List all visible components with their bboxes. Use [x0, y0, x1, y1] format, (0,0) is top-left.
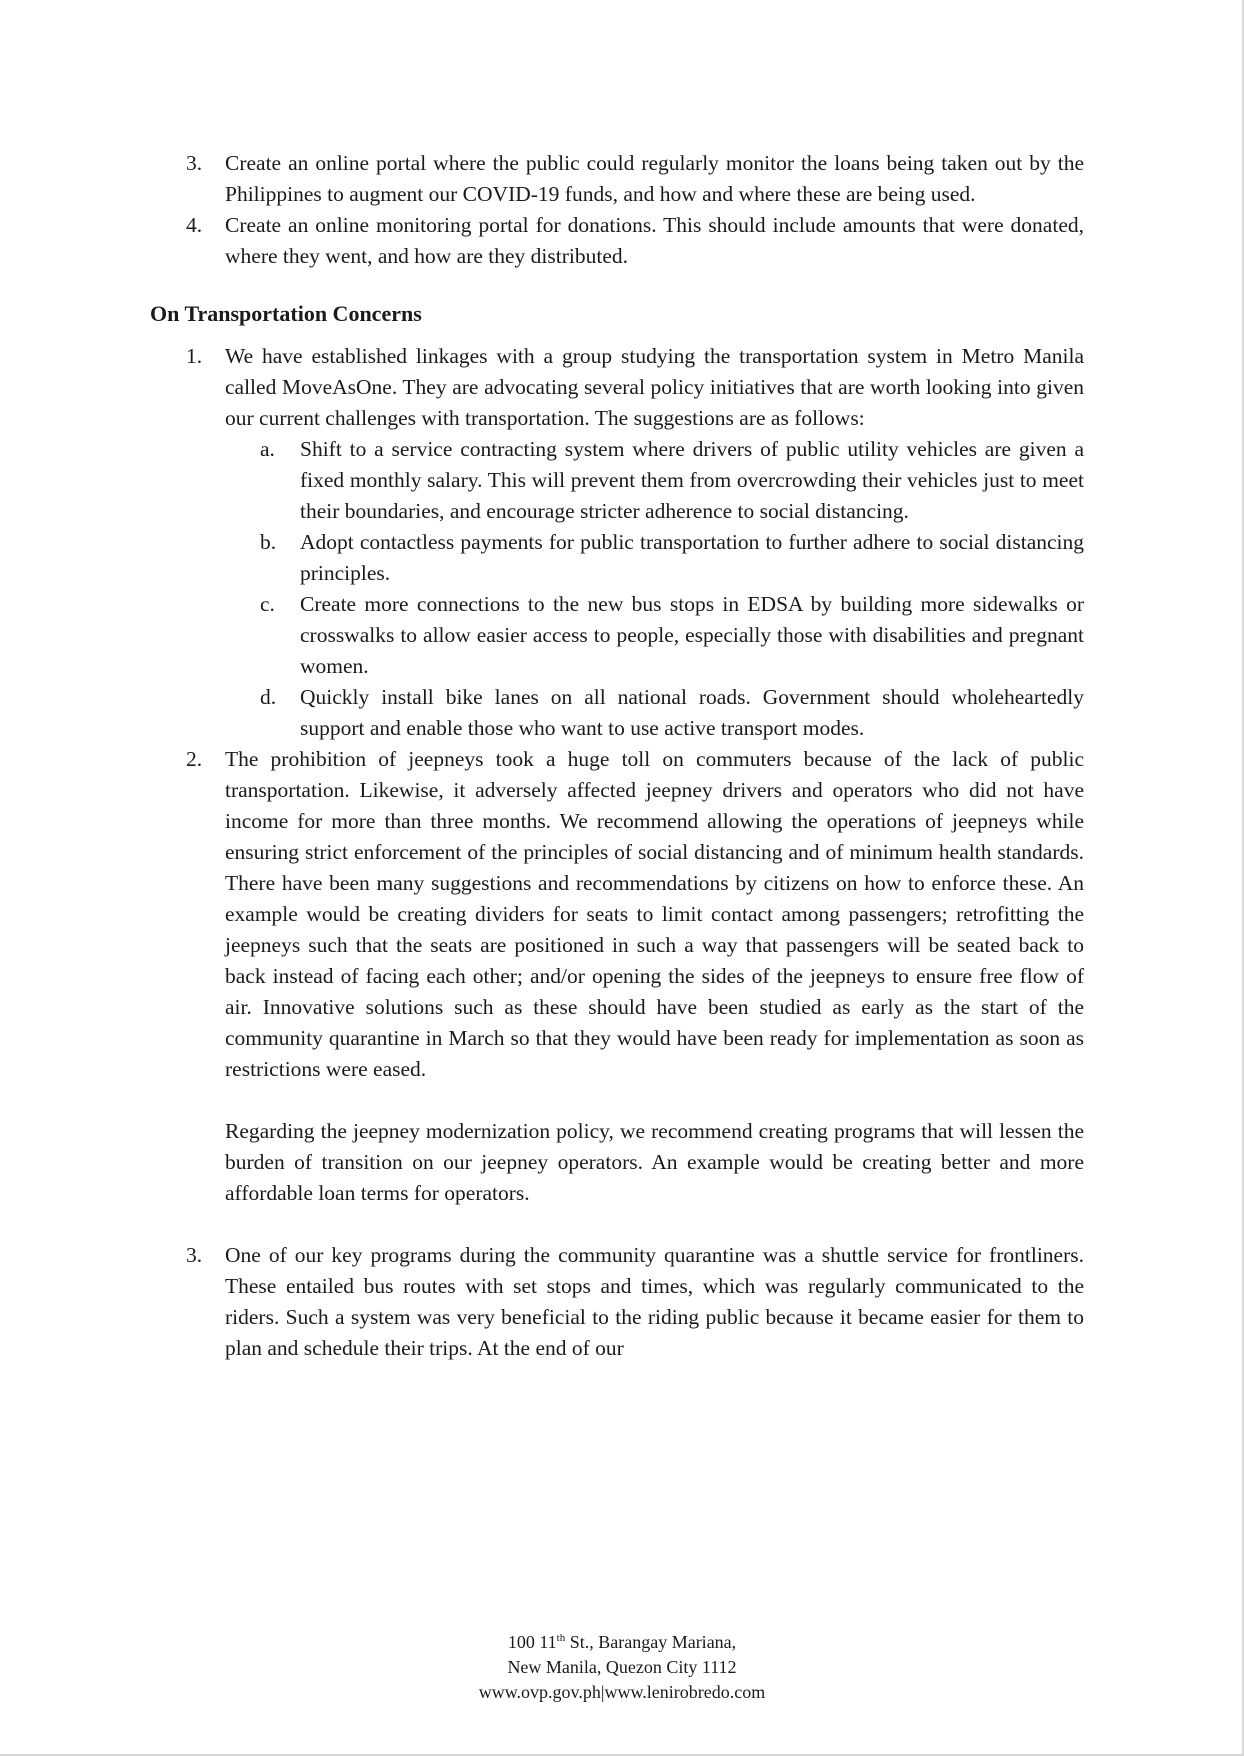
footer-websites: www.ovp.gov.ph|www.lenirobredo.com	[478, 1682, 766, 1702]
sublist-item-letter: b.	[260, 530, 277, 554]
list-item-paragraph: Regarding the jeepney modernization policy, we recommend creating programs that will lessen the burden of transition on our jeepney operators. An example would be creating better and more affordable loan terms for operators.	[225, 1119, 1084, 1205]
sublist-item	[150, 589, 1084, 682]
footer-address-sup: th	[556, 1632, 566, 1644]
list-item	[150, 744, 1084, 1209]
footer-address-suffix: St., Barangay Mariana,	[565, 1632, 737, 1652]
sublist-item-text: Adopt contactless payments for public transportation to further adhere to social distancing principles.	[300, 530, 1084, 585]
sublist-item	[150, 527, 1084, 589]
list-item	[150, 148, 1084, 210]
list-item-text: One of our key programs during the community quarantine was a shuttle service for frontliners. These entailed bus routes with set stops and times, which was regularly communicated to the riders. Such a system was very beneficial to the riding public because it became easier for them to plan and schedule their trips. At the end of our	[225, 1243, 1084, 1360]
list-item	[150, 1240, 1084, 1364]
list-item	[150, 210, 1084, 272]
sublist-item	[150, 682, 1084, 744]
sublist-item-text: Quickly install bike lanes on all national roads. Government should wholeheartedly support and enable those who want to use active transport modes.	[300, 685, 1084, 740]
spacer	[150, 1209, 1084, 1240]
list-item-text: We have established linkages with a group studying the transportation system in Metro Manila called MoveAsOne. They are advocating several policy initiatives that are worth looking into given our current challenges with transportation. The suggestions are as follows:	[225, 344, 1084, 430]
footer-city: New Manila, Quezon City 1112	[507, 1657, 737, 1677]
document-body	[150, 148, 1084, 1364]
sublist-item-letter: a.	[260, 437, 275, 461]
list-item-number: 2.	[186, 747, 203, 771]
spacer	[150, 272, 1084, 298]
footer-address-prefix: 100 11	[507, 1632, 557, 1652]
sublist-item-letter: c.	[260, 592, 275, 616]
list-item-number: 3.	[186, 1243, 203, 1267]
footer-address	[0, 1630, 1244, 1655]
list-item-number: 3.	[186, 151, 203, 175]
list-item-number: 4.	[186, 213, 203, 237]
spacer	[225, 1085, 1084, 1116]
sublist-item-text: Create more connections to the new bus stops in EDSA by building more sidewalks or crosswalks to allow easier access to people, especially those with disabilities and pregnant women.	[300, 592, 1084, 678]
list-item-text: Create an online portal where the public could regularly monitor the loans being taken out by the Philippines to augment our COVID-19 funds, and how and where these are being used.	[225, 151, 1084, 206]
list-item-text: The prohibition of jeepneys took a huge toll on commuters because of the lack of public transportation. Likewise, it adversely affected jeepney drivers and operators who did not have income for more than three months. We recommend allowing the operations of jeepneys while ensuring strict enforcement of the principles of social distancing and of minimum health standards. There have been many suggestions and recommendations by citizens on how to enforce these. An example would be creating dividers for seats to limit contact among passengers; retrofitting the jeepneys such that the seats are positioned in such a way that passengers will be seated back to back instead of facing each other; and/or opening the sides of the jeepneys to ensure free flow of air. Innovative solutions such as these should have been studied as early as the start of the community quarantine in March so that they would have been ready for implementation as soon as restrictions were eased.	[225, 747, 1084, 1081]
list-item-text: Create an online monitoring portal for donations. This should include amounts that were donated, where they went, and how are they distributed.	[225, 213, 1084, 268]
page-footer	[0, 1630, 1244, 1705]
list-item-number: 1.	[186, 344, 203, 368]
sublist-item-letter: d.	[260, 685, 277, 709]
list-item	[150, 341, 1084, 744]
sublist	[225, 434, 1084, 744]
sublist-item-text: Shift to a service contracting system where drivers of public utility vehicles are given a fixed monthly salary. This will prevent them from overcrowding their vehicles just to meet their boundaries, and encourage stricter adherence to social distancing.	[300, 437, 1084, 523]
sublist-item	[150, 434, 1084, 527]
section-heading: On Transportation Concerns	[150, 301, 422, 326]
